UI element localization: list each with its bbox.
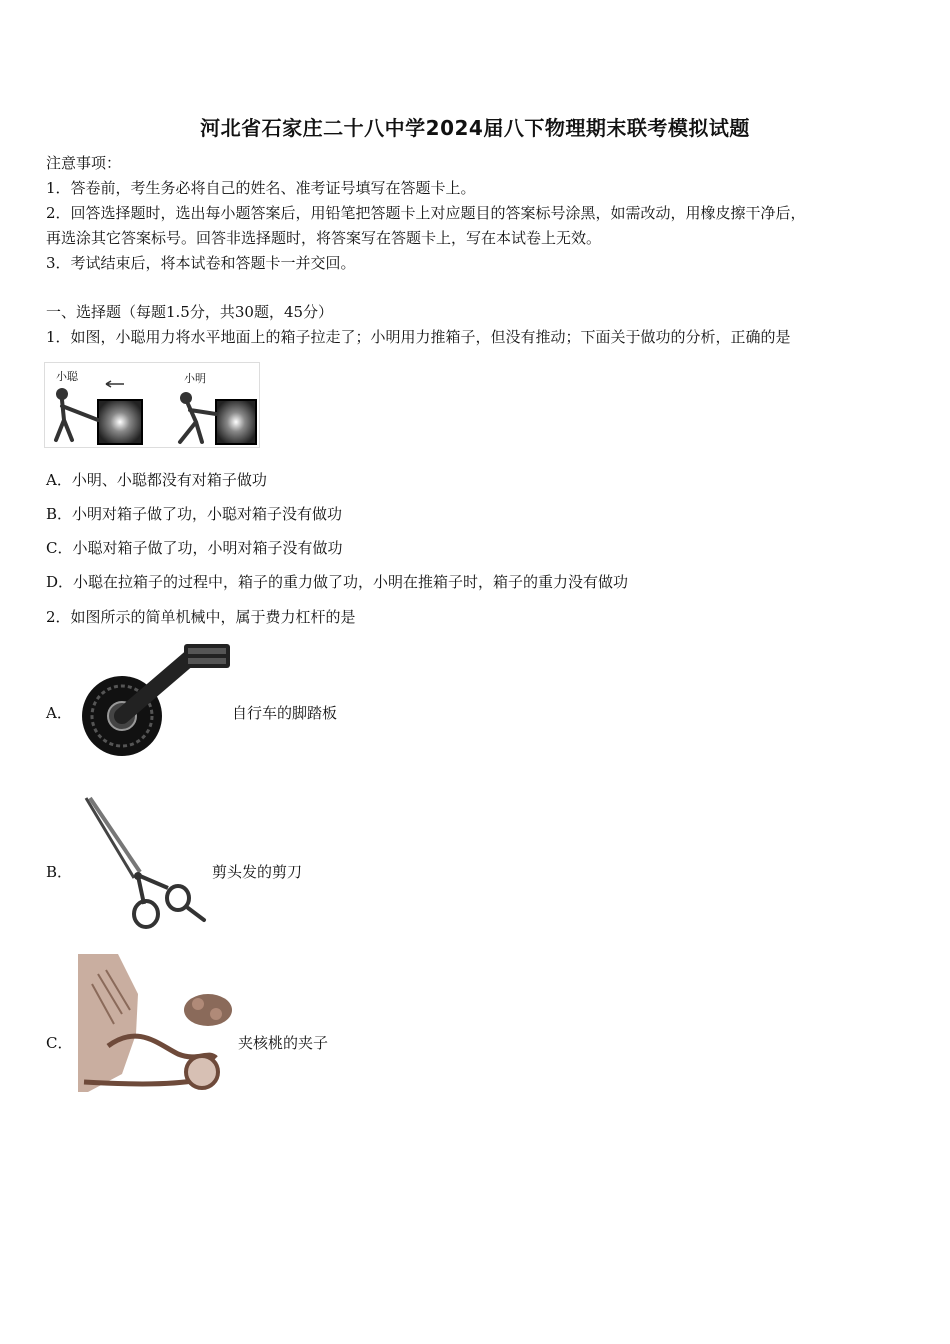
q2-option-b-text: 剪头发的剪刀	[212, 863, 303, 881]
section-heading: 一、选择题（每题1.5分，共30题，45分）	[46, 303, 334, 321]
notes-item: 2．回答选择题时，选出每小题答案后，用铅笔把答题卡上对应题目的答案标号涂黑，如需改动，用橡皮擦干净后，	[46, 204, 806, 222]
q2-option-a-text: 自行车的脚踏板	[232, 704, 338, 722]
figure-label-xiaoming: 小明	[184, 372, 206, 385]
notes-item: 3．考试结束后，将本试卷和答题卡一并交回。	[46, 254, 356, 272]
q1-option-c: C．小聪对箱子做了功，小明对箱子没有做功	[46, 539, 343, 557]
scissors-photo	[84, 796, 208, 934]
page-title: 河北省石家庄二十八中学2024届八下物理期末联考模拟试题	[200, 116, 750, 140]
notes-item: 1．答卷前，考生务必将自己的姓名、准考证号填写在答题卡上。	[46, 179, 476, 197]
figure-label-xiaocong: 小聪	[56, 370, 78, 383]
bicycle-pedal-photo	[80, 638, 230, 768]
q2-option-a-letter: A．	[46, 704, 72, 722]
q1-option-d: D．小聪在拉箱子的过程中，箱子的重力做了功，小明在推箱子时，箱子的重力没有做功	[46, 573, 629, 591]
q2-option-c-letter: C．	[46, 1034, 73, 1052]
question-1-stem: 1．如图，小聪用力将水平地面上的箱子拉走了；小明用力推箱子，但没有推动；下面关于做功的分析，正确的是	[46, 328, 791, 346]
q2-option-c-text: 夹核桃的夹子	[238, 1034, 329, 1052]
nutcracker-photo	[78, 954, 236, 1096]
q2-option-b-letter: B．	[46, 863, 73, 881]
push-pull-box-figure	[44, 362, 260, 448]
notes-item: 再选涂其它答案标号。回答非选择题时，将答案写在答题卡上，写在本试卷上无效。	[46, 229, 602, 247]
question-2-stem: 2．如图所示的简单机械中，属于费力杠杆的是	[46, 608, 356, 626]
q1-option-a: A．小明、小聪都没有对箱子做功	[46, 471, 267, 489]
q1-option-b: B．小明对箱子做了功，小聪对箱子没有做功	[46, 505, 343, 523]
notes-heading: 注意事项：	[46, 154, 122, 172]
